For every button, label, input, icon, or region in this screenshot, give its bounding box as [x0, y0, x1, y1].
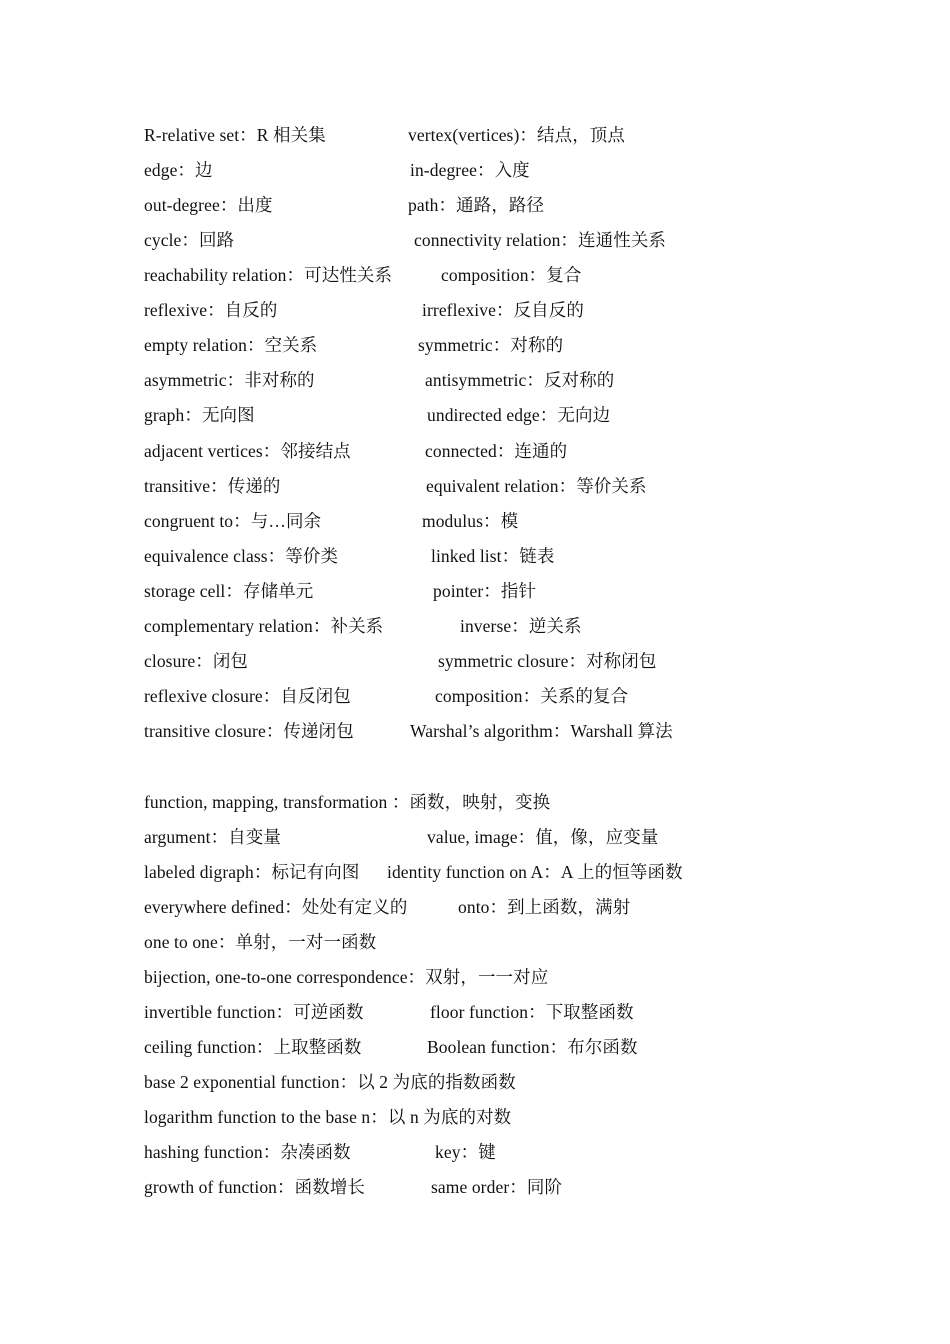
term-9-left: graph：无向图: [144, 405, 255, 425]
term-7-left: empty relation：空关系: [144, 335, 318, 355]
term-29-right: key：键: [435, 1142, 496, 1162]
term-3-right: path：通路，路径: [408, 195, 545, 215]
term-26-right: Boolean function：布尔函数: [427, 1037, 638, 1057]
term-20-right: value, image：值，像，应变量: [427, 827, 659, 847]
term-16-left: closure：闭包: [144, 651, 249, 671]
term-17-left: reflexive closure：自反闭包: [144, 686, 351, 706]
term-25-left: invertible function：可逆函数: [144, 1002, 364, 1022]
term-8-right: antisymmetric：反对称的: [425, 370, 615, 390]
term-5-left: reachability relation：可达性关系: [144, 265, 393, 285]
term-11-left: transitive：传递的: [144, 476, 281, 496]
term-23-left: one to one：单射，一对一函数: [144, 932, 377, 952]
term-21-left: labeled digraph：标记有向图: [144, 862, 360, 882]
term-22-left: everywhere defined：处处有定义的: [144, 897, 408, 917]
term-2-right: in-degree：入度: [410, 160, 530, 180]
term-14-left: storage cell：存储单元: [144, 581, 314, 601]
term-6-right: irreflexive：反自反的: [422, 300, 584, 320]
term-27-left: base 2 exponential function：以 2 为底的指数函数: [144, 1072, 516, 1092]
term-19-left: function, mapping, transformation ：函数，映射，变换: [144, 792, 551, 812]
term-14-right: pointer：指针: [433, 581, 537, 601]
term-22-right: onto：到上函数，满射: [458, 897, 631, 917]
term-12-right: modulus：模: [422, 511, 519, 531]
term-13-right: linked list：链表: [431, 546, 555, 566]
term-30-left: growth of function：函数增长: [144, 1177, 366, 1197]
term-16-right: symmetric closure：对称闭包: [438, 651, 657, 671]
term-1-right: vertex(vertices)：结点，顶点: [408, 125, 625, 145]
term-1-left: R-relative set：R 相关集: [144, 125, 326, 145]
term-18-left: transitive closure：传递闭包: [144, 721, 354, 741]
term-12-left: congruent to：与…同余: [144, 511, 322, 531]
term-13-left: equivalence class：等价类: [144, 546, 339, 566]
term-2-left: edge：边: [144, 160, 213, 180]
term-6-left: reflexive：自反的: [144, 300, 278, 320]
term-25-right: floor function：下取整函数: [430, 1002, 634, 1022]
term-29-left: hashing function：杂凑函数: [144, 1142, 351, 1162]
term-18-right: Warshal’s algorithm：Warshall 算法: [410, 721, 673, 741]
term-8-left: asymmetric：非对称的: [144, 370, 315, 390]
term-7-right: symmetric：对称的: [418, 335, 564, 355]
term-11-right: equivalent relation：等价关系: [426, 476, 647, 496]
term-21-right: identity function on A：A 上的恒等函数: [387, 862, 683, 882]
term-4-right: connectivity relation：连通性关系: [414, 230, 667, 250]
term-10-right: connected：连通的: [425, 441, 568, 461]
term-15-right: inverse：逆关系: [460, 616, 582, 636]
term-5-right: composition：复合: [441, 265, 582, 285]
term-9-right: undirected edge：无向边: [427, 405, 611, 425]
term-20-left: argument：自变量: [144, 827, 281, 847]
term-10-left: adjacent vertices：邻接结点: [144, 441, 351, 461]
term-30-right: same order：同阶: [431, 1177, 563, 1197]
term-24-left: bijection, one-to-one correspondence：双射，一一对应: [144, 967, 549, 987]
term-4-left: cycle：回路: [144, 230, 235, 250]
term-28-left: logarithm function to the base n：以 n 为底的对数: [144, 1107, 512, 1127]
term-26-left: ceiling function：上取整函数: [144, 1037, 362, 1057]
term-3-left: out-degree：出度: [144, 195, 273, 215]
term-17-right: composition：关系的复合: [435, 686, 629, 706]
term-15-left: complementary relation：补关系: [144, 616, 384, 636]
